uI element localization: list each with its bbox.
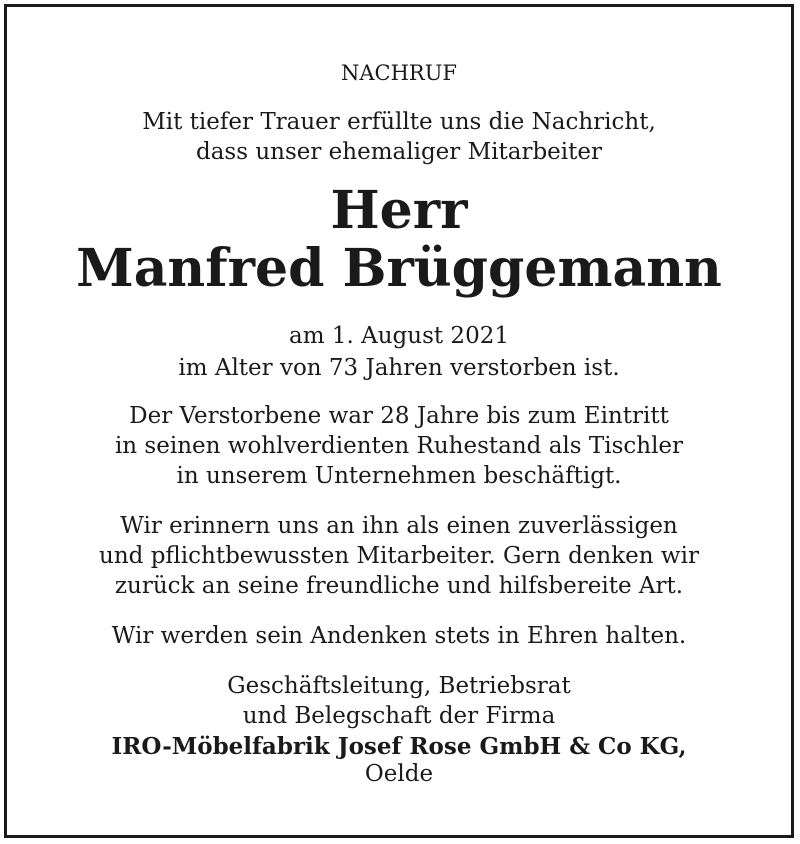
memory-line-3: zurück an seine freundliche und hilfsbereite Art. [114, 573, 684, 599]
deceased-title: Herr [330, 180, 468, 241]
intro-line-1: Mit tiefer Trauer erfüllte uns die Nachricht, [142, 109, 656, 135]
obituary-notice [4, 4, 794, 838]
career-line-1: Der Verstorbene war 28 Jahre bis zum Eintritt [129, 403, 669, 429]
death-date: am 1. August 2021 [289, 323, 509, 349]
closing-line: Wir werden sein Andenken stets in Ehren halten. [111, 623, 687, 649]
signature-line-2: und Belegschaft der Firma [242, 703, 556, 729]
notice-heading: NACHRUF [340, 61, 457, 85]
company-name: IRO-Möbelfabrik Josef Rose GmbH & Co KG, [111, 733, 687, 760]
intro-line-2: dass unser ehemaliger Mitarbeiter [195, 139, 602, 165]
company-city: Oelde [364, 761, 434, 787]
deceased-name: Manfred Brüggemann [76, 238, 722, 299]
death-age: im Alter von 73 Jahren verstorben ist. [178, 355, 620, 381]
career-line-3: in unserem Unternehmen beschäftigt. [176, 463, 622, 489]
signature-line-1: Geschäftsleitung, Betriebsrat [227, 673, 571, 699]
career-line-2: in seinen wohlverdienten Ruhestand als Tischler [114, 433, 684, 459]
memory-line-1: Wir erinnern uns an ihn als einen zuverlässigen [120, 513, 678, 539]
memory-line-2: und pflichtbewussten Mitarbeiter. Gern denken wir [99, 543, 699, 569]
